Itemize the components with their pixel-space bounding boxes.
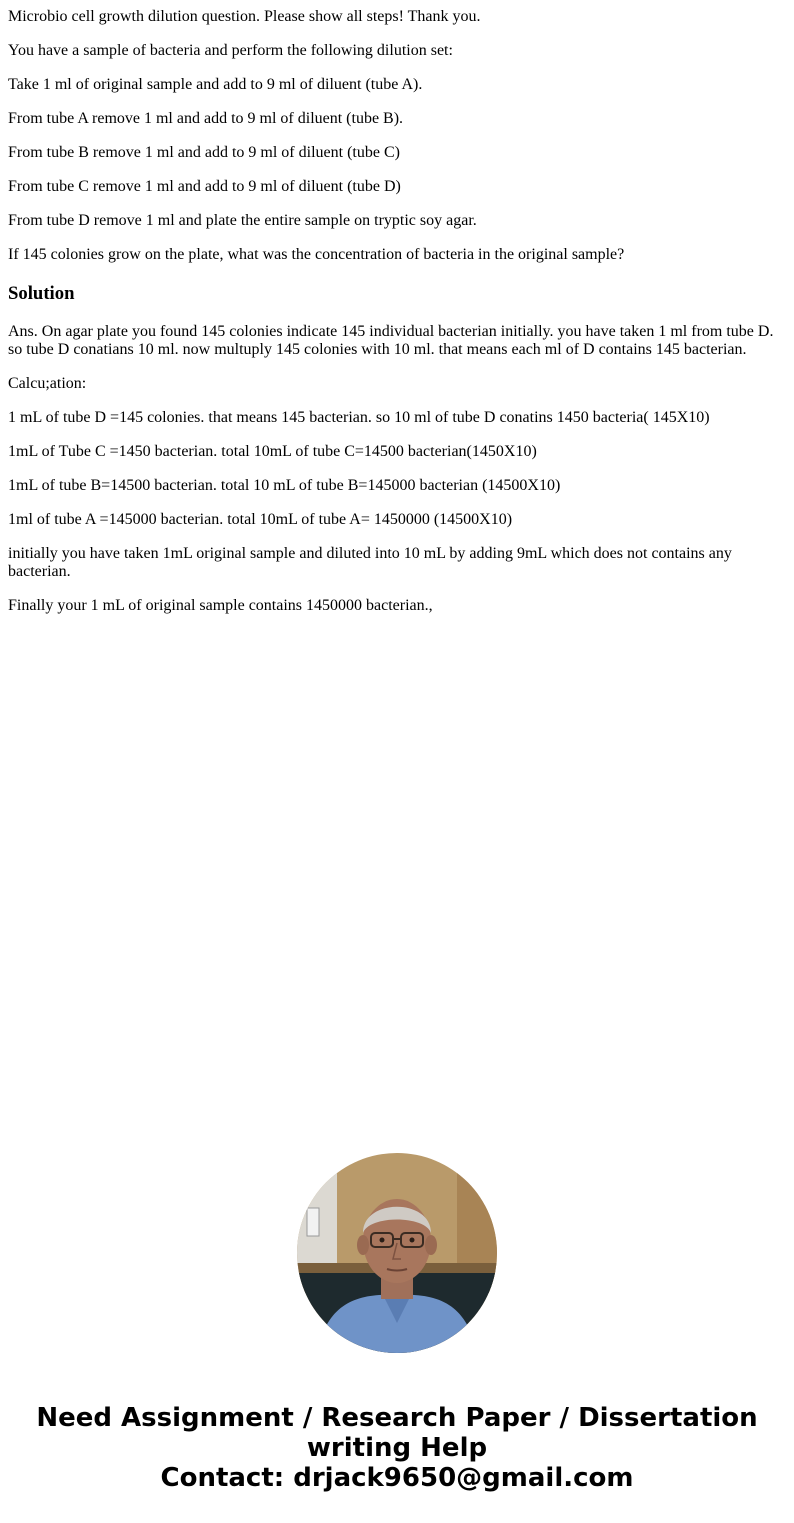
solution-heading: Solution [8,283,75,304]
dilution-step: From tube C remove 1 ml and add to 9 ml of diluent (tube D) [8,178,401,195]
footer-line: Need Assignment / Research Paper / Dissertation [36,1403,758,1433]
calculation-line: 1 mL of tube D =145 colonies. that means 145 bacterian. so 10 ml of tube D conatins 1450 bacteria( 145X10) [8,409,710,426]
author-avatar [297,1153,497,1353]
promo-footer [0,1403,794,1493]
question-intro: You have a sample of bacteria and perform the following dilution set: [8,42,453,59]
question-prompt: If 145 colonies grow on the plate, what was the concentration of bacteria in the original sample? [8,246,625,263]
footer-contact: Contact: drjack9650@gmail.com [160,1463,634,1493]
solution-final: Finally your 1 mL of original sample contains 1450000 bacterian., [8,597,433,614]
dilution-step: Take 1 ml of original sample and add to 9 ml of diluent (tube A). [8,76,423,93]
calculation-line: 1mL of Tube C =1450 bacterian. total 10mL of tube C=14500 bacterian(1450X10) [8,443,537,460]
question-title: Microbio cell growth dilution question. Please show all steps! Thank you. [8,8,481,25]
dilution-step: From tube B remove 1 ml and add to 9 ml of diluent (tube C) [8,144,400,161]
solution-answer: Ans. On agar plate you found 145 colonies indicate 145 individual bacterian initially. you have taken 1 ml from tube D. so tube D conatians 10 ml. now multuply 145 colonies with 10 ml. that means each ml of D contains 145 bacterian. [8,323,774,358]
calculation-line: 1mL of tube B=14500 bacterian. total 10 mL of tube B=145000 bacterian (14500X10) [8,477,561,494]
solution-note: initially you have taken 1mL original sample and diluted into 10 mL by adding 9mL which does not contains any bacterian. [8,545,732,580]
footer-line: writing Help [306,1433,488,1463]
document-body [8,0,786,615]
person-portrait-icon [297,1153,497,1353]
calculation-label: Calcu;ation: [8,375,87,392]
dilution-step: From tube D remove 1 ml and plate the entire sample on tryptic soy agar. [8,212,477,229]
calculation-line: 1ml of tube A =145000 bacterian. total 10mL of tube A= 1450000 (14500X10) [8,511,513,528]
dilution-step: From tube A remove 1 ml and add to 9 ml of diluent (tube B). [8,110,404,127]
